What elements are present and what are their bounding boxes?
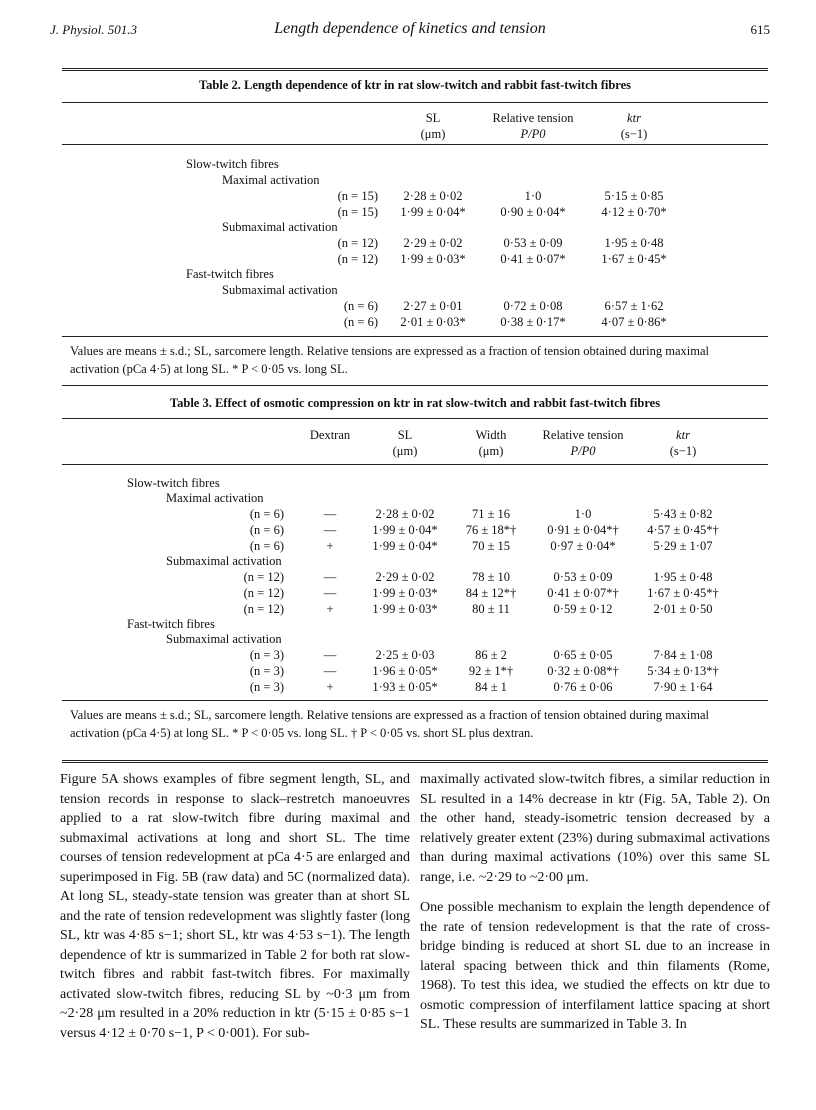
table3-subgroup-label: Submaximal activation [166,632,282,646]
n-count: (n = 12) [337,236,378,250]
dextran-value: + [326,602,334,616]
width-value: 86 ± 2 [475,648,507,662]
table3-header-dextran: Dextran [309,428,351,442]
sl-value: 2·29 ± 0·02 [375,570,435,584]
table2-header-ktr: ktr (s−1) [620,111,648,141]
tension-value: 1·0 [524,189,542,203]
sl-value: 1·99 ± 0·03* [372,602,438,616]
table3-header-rule [62,464,768,465]
n-count: (n = 6) [249,523,284,537]
table3-header-tension: Relative tension P/P0 [542,428,624,458]
table3-end-rule [62,760,768,763]
tension-value: 0·53 ± 0·09 [553,570,613,584]
table2-header-tension: Relative tension P/P0 [492,111,574,141]
sl-value: 2·28 ± 0·02 [403,189,463,203]
table3-row [0,648,816,664]
sl-value: 1·99 ± 0·03* [400,252,466,266]
tension-value: 0·53 ± 0·09 [503,236,563,250]
table3-row [0,664,816,680]
table3-bottom-rule [62,700,768,701]
table2-end-rule [62,385,768,386]
sl-value: 1·99 ± 0·03* [372,586,438,600]
sl-value: 1·99 ± 0·04* [400,205,466,219]
n-count: (n = 6) [249,507,284,521]
tension-value: 0·72 ± 0·08 [503,299,563,313]
ktr-value: 1·95 ± 0·48 [604,236,664,250]
left-column [60,770,410,1054]
table3-footnote: Values are means ± s.d.; SL, sarcomere length. Relative tensions are expressed as a fraction of tension obtained during maximal activation (pCa 4·5) at long SL. * P < 0·05 vs. long SL. † P < 0·05 vs. short SL plus dextran. [70,708,709,740]
running-title: Length dependence of kinetics and tension [274,20,546,37]
sl-value: 1·99 ± 0·04* [372,523,438,537]
n-count: (n = 6) [343,299,378,313]
n-count: (n = 12) [243,570,284,584]
table2-caption: Table 2. Length dependence of ktr in rat slow-twitch and rabbit fast-twitch fibres [198,78,632,92]
table2-bottom-rule [62,336,768,337]
body-paragraph: One possible mechanism to explain the length dependence of the rate of tension redevelopment is that the rate of cross-bridge binding is reduced at short SL due to an increase in lateral spacing between thick and thin filaments (Rome, 1968). To test this idea, we studied the effects on ktr due to osmotic compression of interfilament lattice spacing at short SL. These results are summarized in Table 3. In [420,900,770,1032]
width-value: 84 ± 12*† [465,586,517,600]
tension-value: 0·76 ± 0·06 [553,680,613,694]
table2-caption-rule [62,102,768,103]
width-value: 78 ± 10 [471,570,511,584]
tension-value: 1·0 [574,507,592,521]
n-count: (n = 15) [337,189,378,203]
ktr-value: 7·90 ± 1·64 [653,680,713,694]
table2-subgroup-label: Maximal activation [222,173,320,187]
dextran-value: — [323,523,337,537]
ktr-value: 5·29 ± 1·07 [653,539,713,553]
ktr-value: 4·07 ± 0·86* [601,315,667,329]
ktr-value: 5·43 ± 0·82 [653,507,713,521]
tension-value: 0·38 ± 0·17* [500,315,566,329]
table2-top-rule [62,68,768,71]
dextran-value: + [326,680,334,694]
ktr-value: 4·12 ± 0·70* [601,205,667,219]
tension-value: 0·91 ± 0·04*† [547,523,619,537]
dextran-value: — [323,507,337,521]
n-count: (n = 3) [249,664,284,678]
table3-subgroup-label: Maximal activation [166,491,264,505]
width-value: 92 ± 1*† [468,664,514,678]
n-count: (n = 12) [243,586,284,600]
ktr-value: 1·67 ± 0·45*† [647,586,719,600]
table2-subgroup-label: Submaximal activation [222,283,338,297]
body-paragraph: maximally activated slow-twitch fibres, a similar reduction in SL resulted in a 14% decrease in ktr (Fig. 5A, Table 2). On the other hand, steady-isometric tension decreased by a relatively greater extent (23%) during submaximal activations than during maximal activations (10%) over this same SL range, i.e. ~2·29 to ~2·00 μm. [420,772,770,885]
table2-footnote: Values are means ± s.d.; SL, sarcomere length. Relative tensions are expressed as a fraction of tension obtained during maximal activation (pCa 4·5) at long SL. * P < 0·05 vs. long SL. [70,344,709,376]
dextran-value: — [323,570,337,584]
body-paragraph: Figure 5A shows examples of fibre segment length, SL, and tension records in response to slack–restretch manoeuvres applied to a rat slow-twitch fibre during maximal and submaximal activations at long and short SL. The time courses of tension redevelopment at pCa 4·5 are enlarged and superimposed in Fig. 5B (raw data) and 5C (normalized data). At long SL, steady-state tension was greater than at short SL and the rate of tension redevelopment was slightly faster (long SL, ktr was 4·85 s−1; short SL, ktr was 4·53 s−1). The length dependence of ktr is summarized in Table 2 for both rat slow-twitch fibres and rabbit fast-twitch fibres. For maximally activated slow-twitch fibres, reducing SL by ~0·3 μm from ~2·28 μm resulted in a 20% reduction in ktr (5·15 ± 0·85 s−1 versus 4·12 ± 0·70 s−1, P < 0·001). For sub- [60,772,410,1041]
n-count: (n = 3) [249,680,284,694]
n-count: (n = 6) [249,539,284,553]
tension-value: 0·32 ± 0·08*† [547,664,619,678]
ktr-value: 5·34 ± 0·13*† [647,664,719,678]
table3-subgroup-label: Submaximal activation [166,554,282,568]
dextran-value: + [326,539,334,553]
width-value: 80 ± 11 [472,602,510,616]
ktr-value: 2·01 ± 0·50 [653,602,713,616]
tension-value: 0·90 ± 0·04* [500,205,566,219]
table2-row [0,299,816,315]
ktr-value: 6·57 ± 1·62 [604,299,664,313]
table2-row [0,236,816,252]
width-value: 70 ± 15 [471,539,511,553]
right-column [420,770,770,1046]
table3-row [0,586,816,602]
table3-group-label: Slow-twitch fibres [127,476,220,490]
table3-row [0,507,816,523]
width-value: 84 ± 1 [475,680,507,694]
width-value: 71 ± 16 [471,507,511,521]
page-number: 615 [750,22,770,37]
n-count: (n = 12) [337,252,378,266]
table3-row [0,680,816,696]
table2-row [0,205,816,221]
table2-header-sl: SL (μm) [420,111,446,141]
n-count: (n = 12) [243,602,284,616]
sl-value: 1·93 ± 0·05* [372,680,438,694]
journal-reference: J. Physiol. 501.3 [50,22,138,37]
n-count: (n = 3) [249,648,284,662]
sl-value: 2·27 ± 0·01 [403,299,463,313]
ktr-value: 1·67 ± 0·45* [601,252,667,266]
ktr-value: 1·95 ± 0·48 [653,570,713,584]
ktr-value: 5·15 ± 0·85 [604,189,664,203]
tension-value: 0·65 ± 0·05 [553,648,613,662]
tension-value: 0·59 ± 0·12 [553,602,613,616]
dextran-value: — [323,664,337,678]
table2-group-label: Fast-twitch fibres [186,267,274,281]
dextran-value: — [323,586,337,600]
table3-header-sl: SL (μm) [392,428,418,458]
sl-value: 2·01 ± 0·03* [400,315,466,329]
table3-caption: Table 3. Effect of osmotic compression on ktr in rat slow-twitch and rabbit fast-twitch fibres [169,396,661,410]
table2-row [0,189,816,205]
width-value: 76 ± 18*† [465,523,517,537]
table2-group-label: Slow-twitch fibres [186,157,279,171]
sl-value: 1·96 ± 0·05* [372,664,438,678]
sl-value: 2·28 ± 0·02 [375,507,435,521]
n-count: (n = 6) [343,315,378,329]
n-count: (n = 15) [337,205,378,219]
sl-value: 1·99 ± 0·04* [372,539,438,553]
table3-row [0,539,816,555]
table2-header-rule [62,144,768,145]
table3-group-label: Fast-twitch fibres [127,617,215,631]
table2-row [0,252,816,268]
ktr-value: 7·84 ± 1·08 [653,648,713,662]
table3-header-ktr: ktr (s−1) [669,428,697,458]
table3-header-width: Width (μm) [475,428,507,458]
table3-caption-rule [62,418,768,419]
running-header [50,22,770,42]
dextran-value: — [323,648,337,662]
table2-row [0,315,816,331]
tension-value: 0·97 ± 0·04* [550,539,616,553]
ktr-value: 4·57 ± 0·45*† [647,523,719,537]
sl-value: 2·25 ± 0·03 [375,648,435,662]
tension-value: 0·41 ± 0·07* [500,252,566,266]
sl-value: 2·29 ± 0·02 [403,236,463,250]
tension-value: 0·41 ± 0·07*† [547,586,619,600]
table3-row [0,523,816,539]
table3-row [0,602,816,618]
table3-row [0,570,816,586]
table2-subgroup-label: Submaximal activation [222,220,338,234]
